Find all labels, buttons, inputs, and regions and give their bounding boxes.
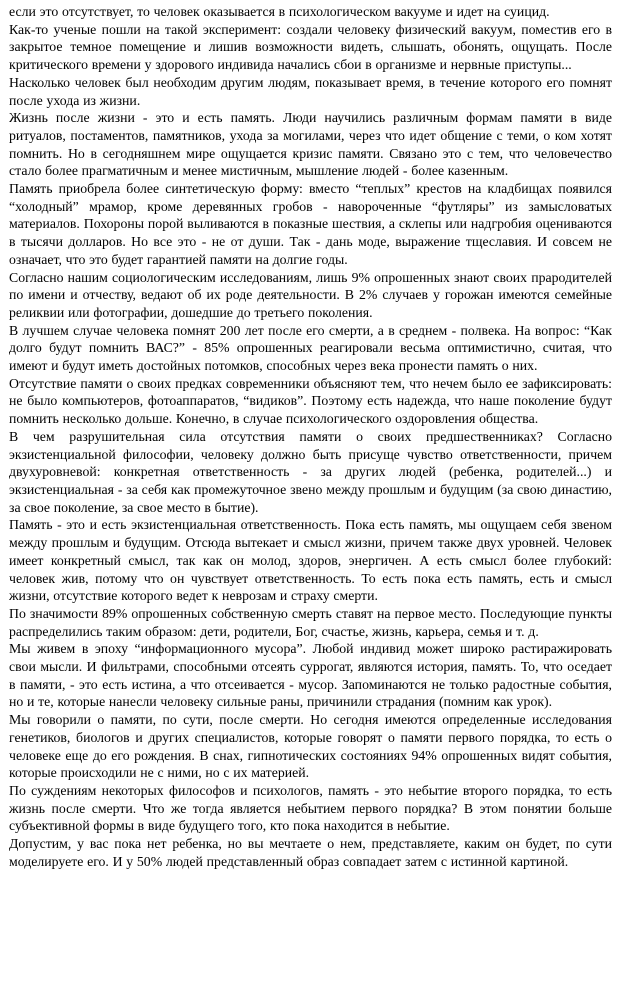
paragraph: В чем разрушительная сила отсутствия памяти о своих предшественниках? Согласно экзистенциальной философии, человеку должно быть присуще чувство ответственности, причем двухуровневой: конкретная ответственность - за других людей (ребенка, родителей...) и экзистенциальная - за себя как промежуточное звено между прошлым и будущим (за свою династию, за свое поколение, за свое место в бытие).: [9, 428, 612, 515]
paragraph: Отсутствие памяти о своих предках современники объясняют тем, что нечем было ее зафиксировать: не было компьютеров, фотоаппаратов, “видиков”. Поэтому есть надежда, что наше поколение будут помнить несколько дольше. Конечно, в случае психологического оздоровления общества.: [9, 375, 612, 427]
text-body: [9, 3, 612, 870]
paragraph: В лучшем случае человека помнят 200 лет после его смерти, а в среднем - полвека. На вопрос: “Как долго будут помнить ВАС?” - 85% опрошенных реагировали весьма оптимистично, считая, что имеют и будут иметь достойных потомков, способных через века пронести память о них.: [9, 322, 612, 374]
paragraph: По суждениям некоторых философов и психологов, память - это небытие второго порядка, то есть жизнь после смерти. Что же тогда является небытием первого порядка? В этом понятии больше субъективной формы в виде будущего того, кто пока находится в небытие.: [9, 782, 612, 834]
paragraph: Допустим, у вас пока нет ребенка, но вы мечтаете о нем, представляете, каким он будет, по сути моделируете его. И у 50% людей представленный образ совпадает затем с истинной картиной.: [9, 836, 612, 869]
paragraph: Мы живем в эпоху “информационного мусора”. Любой индивид может широко растиражировать свои мысли. И фильтрами, способными отсеять суррогат, являются история, память. То, что оседает в памяти, - это есть истина, а что отсеивается - мусор. Запоминаются не только радостные события, но и те, которые нанесли человеку сильные раны, причинили страдания (помним как урок).: [9, 641, 612, 710]
paragraph: Насколько человек был необходим другим людям, показывает время, в течение которого его помнят после ухода из жизни.: [9, 74, 612, 108]
paragraph: Как-то ученые пошли на такой эксперимент: создали человеку физический вакуум, поместив его в закрытое темное помещение и лишив возможности видеть, слышать, обонять, ощущать. После критического времени у здорового индивида начались сбои в организме и нервные приступы...: [9, 21, 612, 73]
paragraph: Память - это и есть экзистенциальная ответственность. Пока есть память, мы ощущаем себя звеном между прошлым и будущим. Отсюда вытекает и смысл жизни, причем также двух уровней. Человек имеет конкретный смысл, так как он молод, здоров, энергичен. А есть смысл более глубокий: человек жив, потому что он чувствует ответственность. То есть пока есть память, есть и смысл жизни, отсутствие которого ведет к неврозам и страху смерти.: [9, 517, 612, 604]
paragraph: По значимости 89% опрошенных собственную смерть ставят на первое место. Последующие пункты распределились таким образом: дети, родители, Бог, счастье, жизнь, карьера, семья и т. д.: [9, 605, 612, 639]
paragraph: Мы говорили о памяти, по сути, после смерти. Но сегодня имеются определенные исследования генетиков, биологов и других специалистов, которые говорят о памяти первого порядка, то есть о человеке еще до его рождения. В снах, гипнотических состояниях 94% опрошенных видят события, которые происходили не с ними, но с их материей.: [9, 712, 612, 781]
paragraph: Жизнь после жизни - это и есть память. Люди научились различным формам памяти в виде ритуалов, постаментов, памятников, ухода за могилами, через что идет общение с теми, о ком хотят помнить. Но в сегодняшнем мире ощущается кризис памяти. Связано это с тем, что человечество стало более прагматичным и менее мистичным, мышление людей - более казенным.: [9, 110, 612, 179]
paragraph: Согласно нашим социологическим исследованиям, лишь 9% опрошенных знают своих прародителей по имени и отчеству, ведают об их роде деятельности. В 2% случаев у горожан имеются семейные реликвии или фотографии, дошедшие до третьего поколения.: [9, 269, 612, 320]
paragraph: если это отсутствует, то человек оказывается в психологическом вакууме и идет на суицид.: [9, 4, 550, 19]
paragraph: Память приобрела более синтетическую форму: вместо “теплых” крестов на кладбищах появился “холодный” мрамор, кроме деревянных гробов - навороченные “футляры” из замысловатых материалов. Похороны порой выливаются в показные шествия, а склепы или надгробия оцениваются в тысячи долларов. Но все это - не от души. Так - дань моде, выражение тщеславия. И совсем не означает, что это будет гарантией памяти на долгие годы.: [9, 181, 612, 267]
